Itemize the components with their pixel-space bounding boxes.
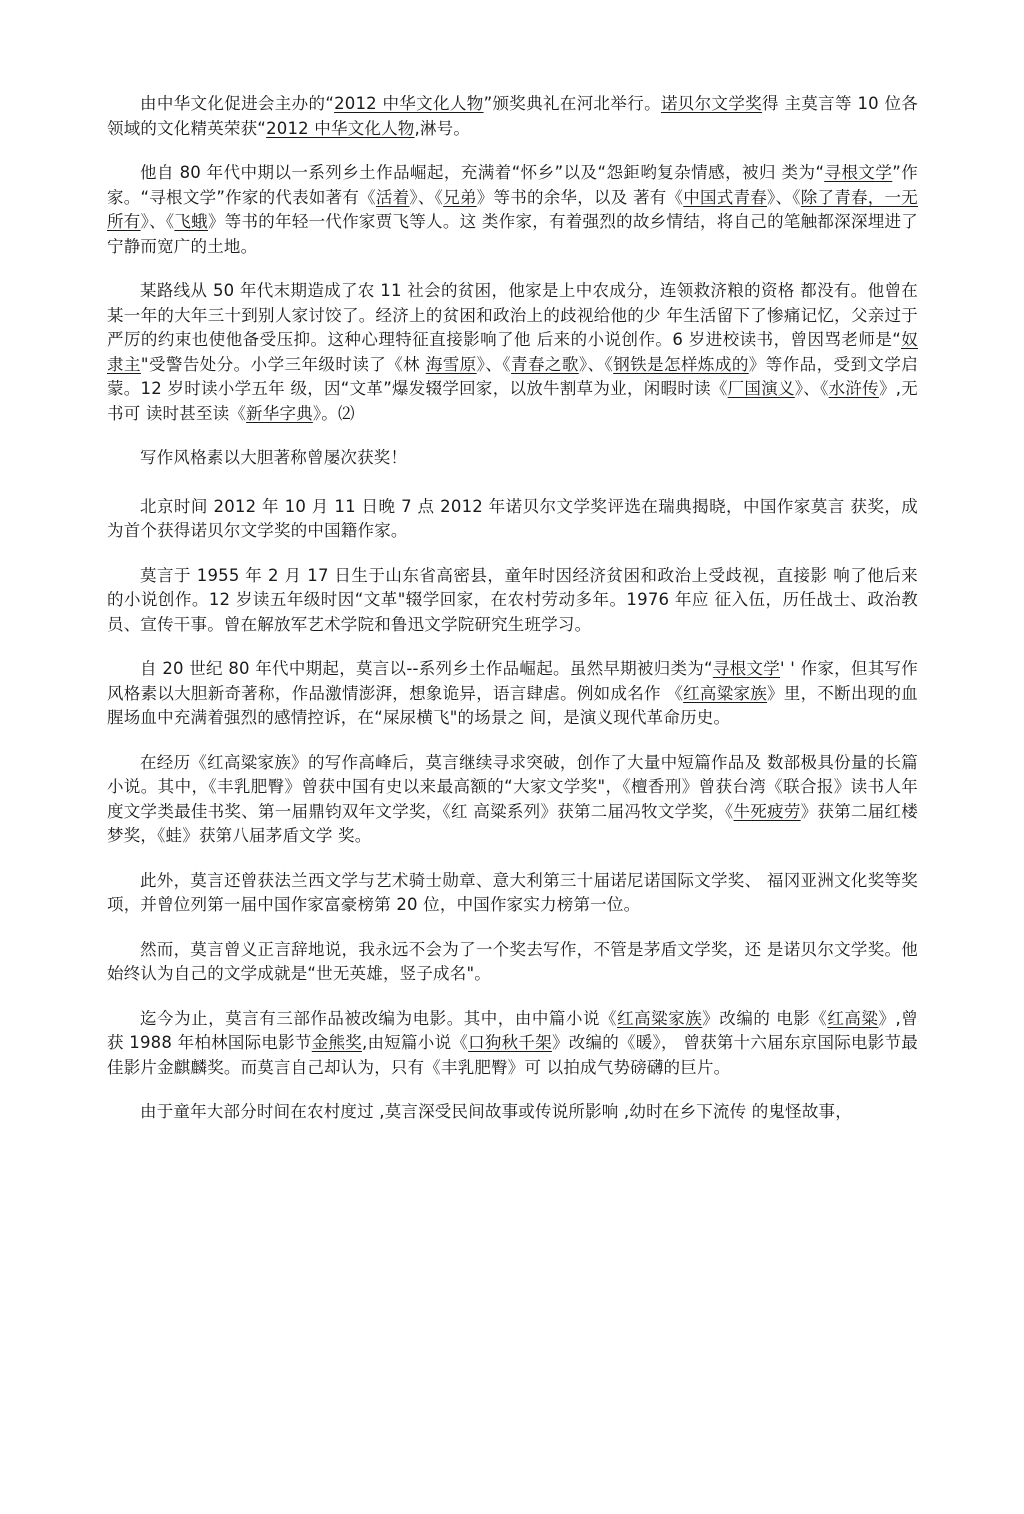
- text-run: 他自 80 年代中期以一系列乡土作品崛起，充满着“怀乡”以及“怨鉅哟复杂情感，被归 类为“: [140, 163, 825, 182]
- underlined-term: 厂国演义: [727, 379, 795, 398]
- underlined-term: 除了青春，一无所有: [107, 187, 918, 231]
- underlined-term: 口狗秋千架: [468, 1033, 552, 1052]
- paragraph: [107, 279, 918, 426]
- underlined-term: 海雪原: [425, 354, 477, 374]
- text-run: 在经历《红高粱家族》的写作高峰后，莫言继续寻求突破，创作了大量中短篇作品及 数部极具份量的长篇小说。其中，《丰乳肥臀》曾获中国有史以来最高额的“大家文学奖"，《檀香刑》曾获台湾《联合报》读书人年度文学类最佳书奖、第一届鼎钧双年文学奖，《红 高粱系列》获第二届冯牧文学奖，《: [107, 752, 918, 821]
- underlined-term: 钢铁是怎样炼成的: [613, 354, 749, 374]
- text-run: 由中华文化促进会主办的“: [140, 94, 335, 113]
- underlined-term: 2012 中华文化人物: [334, 94, 484, 113]
- text-run: 》等作品，受到文学启蒙。12 岁时读小学五年 级，因“文革”爆发辍学回家，以放牛割草为业，闲暇时读《: [107, 354, 919, 398]
- paragraph: [107, 1100, 918, 1125]
- paragraph: [107, 938, 918, 987]
- text-run: 》、《: [409, 187, 444, 207]
- text-run: 》改编的 电影《: [702, 1008, 828, 1028]
- paragraph: [107, 1007, 918, 1081]
- text-run: 》、《: [476, 354, 512, 374]
- underlined-term: 金熊奖: [311, 1033, 362, 1052]
- underlined-term: 水浒传: [828, 379, 879, 398]
- underlined-term: 新华字典: [246, 403, 313, 423]
- underlined-term: 寻根文学: [824, 163, 893, 182]
- underlined-term: 红高粱: [827, 1008, 879, 1028]
- text-run: ,由短篇小说《: [362, 1033, 469, 1052]
- text-run: 某路线从 50 年代末期造成了农 11 社会的贫困，他家是上中农成分，连领救济粮的资格 都没有。他曾在某一年的大年三十到别人家讨饺了。经济上的贫困和政治上的歧视给他的少 年生活留下了惨痛记忆，父亲过于严厉的约束也使他备受压抑。这种心理特征直接影响了他 后来的小说创作。6 岁进校读书，曾因骂老师是“: [107, 281, 918, 349]
- text-run: 》,无书可 读时甚至读《: [107, 379, 918, 423]
- underlined-term: 2012 中华文化人物: [266, 118, 415, 138]
- underlined-term: 牛死疲劳: [733, 801, 801, 821]
- underlined-term: 活着: [375, 187, 410, 207]
- paragraph: [107, 564, 918, 638]
- underlined-term: 奴隶主: [107, 330, 918, 374]
- text-run: ”颁奖典礼在河北举行。: [483, 94, 661, 113]
- paragraph: [107, 161, 918, 259]
- paragraph: [107, 751, 918, 849]
- text-run: 》等书的年轻一代作家贾飞等人。这 类作家，有着强烈的故乡情结，将自己的笔触都深深埋进了宁静而宽广的土地。: [107, 212, 918, 256]
- underlined-term: 兄弟: [443, 187, 477, 207]
- text-run: 》、《: [767, 187, 801, 207]
- underlined-term: 红高粱家族: [617, 1008, 703, 1028]
- text-run: 》里，不断出现的血腥场血中充满着强烈的感情控诉，在“屎尿横飞"的场景之 间，是演义现代革命历史。: [107, 683, 919, 727]
- text-run: 莫言于 1955 年 2 月 17 日生于山东省高密县，童年时因经济贫困和政治上受歧视，直接影 响了他后来的小说创作。12 岁读五年级时因“文革"辍学回家，在农村劳动多年。1976 年应 征入伍，历任战士、政治教员、宣传干事。曾在解放军艺术学院和鲁迅文学院研究生班学习。: [107, 565, 918, 634]
- text-run: ”作家。“寻根文学”作家的代表如著有《: [107, 163, 918, 207]
- underlined-term: 红高粱家族: [683, 683, 768, 703]
- paragraph: [107, 446, 918, 471]
- text-run: 》、《: [140, 212, 175, 231]
- text-run: 然而，莫言曾义正言辞地说，我永远不会为了一个奖去写作，不管是茅盾文学奖，还 是诺贝尔文学奖。他始终认为自己的文学成就是“世无英雄，竖子成名"。: [107, 939, 918, 983]
- paragraph: [107, 657, 918, 731]
- document-body: [107, 92, 918, 1125]
- text-run: 》、《: [578, 354, 614, 374]
- underlined-term: 中国式青春: [683, 187, 768, 207]
- text-run: 自 20 世纪 80 年代中期起，莫言以--系列乡土作品崛起。虽然早期被归类为“: [140, 659, 713, 678]
- text-run: 》获第二届红楼梦奖，《蛙》获第八届茅盾文学 奖。: [107, 801, 918, 845]
- text-run: 由于童年大部分时间在农村度过 ,莫言深受民间故事或传说所影响 ,幼时在乡下流传 的鬼怪故事，: [140, 1102, 852, 1121]
- underlined-term: 诺贝尔文学奖: [660, 94, 763, 113]
- text-run: ' ' 作家，但其写作风格素以大胆新奇著称，作品激情澎湃，想象诡异，语言肆虐。例如成名作 《: [107, 659, 918, 703]
- underlined-term: 飞蛾: [174, 212, 208, 231]
- text-run: 》。⑵: [312, 403, 355, 423]
- text-run: 得 主莫言等 10 位各领域的文化精英荣获“: [107, 94, 919, 138]
- underlined-term: 青春之歌: [511, 354, 579, 374]
- text-run: 》改编的《暖》， 曾获第十六届东京国际电影节最佳影片金麒麟奖。而莫言自己却认为，只有《丰乳肥臀》可 以拍成气势磅礴的巨片。: [107, 1033, 918, 1077]
- paragraph: [107, 495, 918, 544]
- text-run: 》等书的余华，以及 著有《: [476, 187, 684, 207]
- text-run: 此外，莫言还曾获法兰西文学与艺术骑士勋章、意大利第三十届诺尼诺国际文学奖、 福冈亚洲文化奖等奖项，并曾位列第一届中国作家富豪榜第 20 位，中国作家实力榜第一位。: [107, 870, 918, 914]
- text-run: "受警告处分。小学三年级时读了《林: [140, 354, 426, 374]
- text-run: 》、《: [794, 379, 829, 398]
- paragraph: [107, 92, 918, 141]
- underlined-term: 寻根文学: [712, 659, 781, 678]
- text-run: 写作风格素以大胆著称曾屡次获奖！: [140, 448, 408, 467]
- text-run: 北京时间 2012 年 10 月 11 日晚 7 点 2012 年诺贝尔文学奖评选在瑞典揭晓，中国作家莫言 获奖，成为首个获得诺贝尔文学奖的中国籍作家。: [107, 496, 918, 540]
- paragraph: [107, 869, 918, 918]
- text-run: 迄今为止，莫言有三部作品被改编为电影。其中，由中篇小说《: [140, 1008, 618, 1028]
- text-run: ,淋号。: [414, 118, 471, 138]
- text-run: 》,曾获 1988 年柏林国际电影节: [107, 1008, 918, 1052]
